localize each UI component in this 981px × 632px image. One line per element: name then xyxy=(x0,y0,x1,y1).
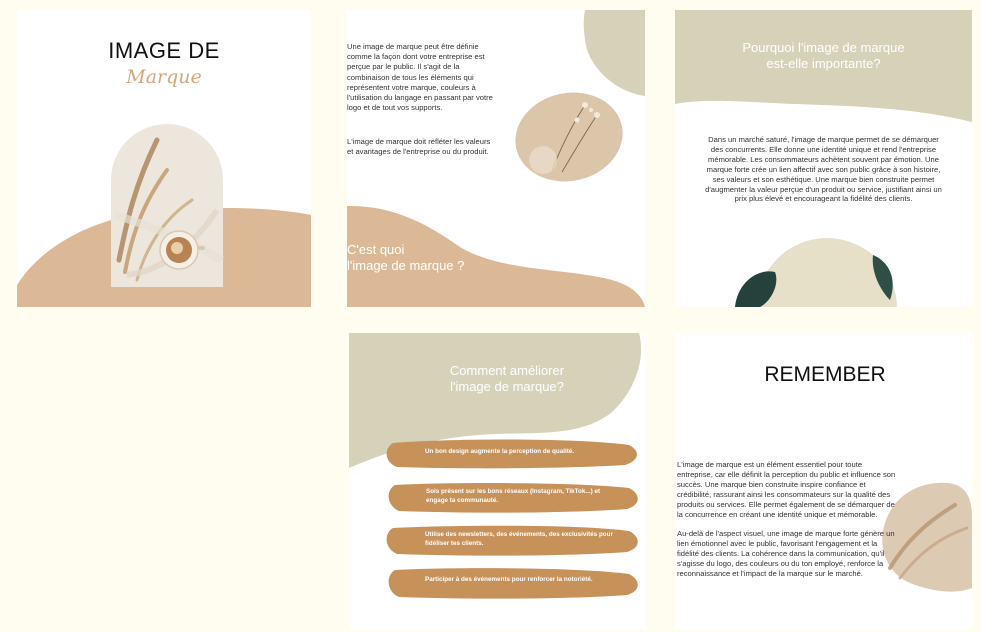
importance-heading-line-1: Pourquoi l'image de marque xyxy=(742,40,905,55)
paragraph-spacer xyxy=(677,519,899,529)
dried-flowers-photo xyxy=(507,83,631,192)
slide-importance xyxy=(675,10,972,307)
remember-paragraph-1: L'image de marque est un élément essentiel pour toute entreprise, car elle définit la perception du public et influence son succès. Une marque bien construite inspire confiance et crédibilité, rassurant ainsi les consommateurs sur la qualité des produits ou services. Elle permet également de se démarquer de la concurrence en créant une identité unique et mémorable. xyxy=(677,460,896,519)
slide-cover xyxy=(17,10,311,307)
tip-text-1: Un bon design augmente la perception de qualité. xyxy=(425,448,575,455)
tip-text-3: Utilise des newsletters, des événements, des exclusivités pour fidéliser tes clients. xyxy=(425,531,613,547)
cover-title: IMAGE DE xyxy=(108,38,220,63)
tip-text-2: Sois présent sur les bons réseaux (Instagram, TikTok...) et engage ta communauté. xyxy=(426,488,601,504)
question-line-2: l'image de marque ? xyxy=(347,258,465,273)
definition-paragraph-2: L'image de marque doit refléter les valeurs et avantages de l'entreprise ou du produit. xyxy=(347,137,491,157)
slide-improve xyxy=(349,333,645,630)
importance-heading xyxy=(675,40,972,72)
improve-heading-line-2: l'image de marque? xyxy=(450,379,564,394)
importance-heading-line-2: est-elle importante? xyxy=(766,56,881,71)
improve-heading-line-1: Comment améliorer xyxy=(449,363,565,378)
importance-body: Dans un marché saturé, l'image de marque permet de se démarquer des concurrents. Elle donne une identité unique et rend l'entreprise mémorable. Les consommateurs achètent souvent par émotion. Une marque forte crée un lien affectif avec son public grâce à son histoire, ses valeurs et son esthétique. Une marque bien construite permet d'augmenter la valeur perçue d'un produit ou service, justifiant ainsi un prix plus élevé et encourageant la fidélité des clients. xyxy=(705,135,942,204)
remember-paragraph-2: Au-delà de l'aspect visuel, une image de marque forte génère un lien émotionnel avec le public, favorisant l'engagement et la fidélité des clients. La cohérence dans la communication, qu'il s'agisse du logo, des couleurs ou du ton employé, renforce la reconnaissance et l'impact de la marque sur le marché. xyxy=(677,529,895,579)
cover-script-subtitle: Marque xyxy=(126,66,202,88)
remember-body xyxy=(677,460,899,579)
remember-heading: REMEMBER xyxy=(764,363,886,386)
definition-question xyxy=(347,242,464,274)
slide-definition xyxy=(347,10,645,307)
improve-heading xyxy=(399,363,615,395)
tip-text-4: Participer à des événements pour renforcer la notoriété. xyxy=(425,576,593,583)
question-line-1: C'est quoi xyxy=(347,242,405,257)
definition-paragraph-1: Une image de marque peut être définie comme la façon dont votre entreprise est perçue par le public. Il s'agit de la combinaison de tous les éléments qui représentent votre marque, couleurs à l'utilisation du langage en passant par votre logo et de tout vos supports. xyxy=(347,42,493,113)
slide-remember xyxy=(675,333,972,630)
sage-corner-shape xyxy=(584,10,645,96)
